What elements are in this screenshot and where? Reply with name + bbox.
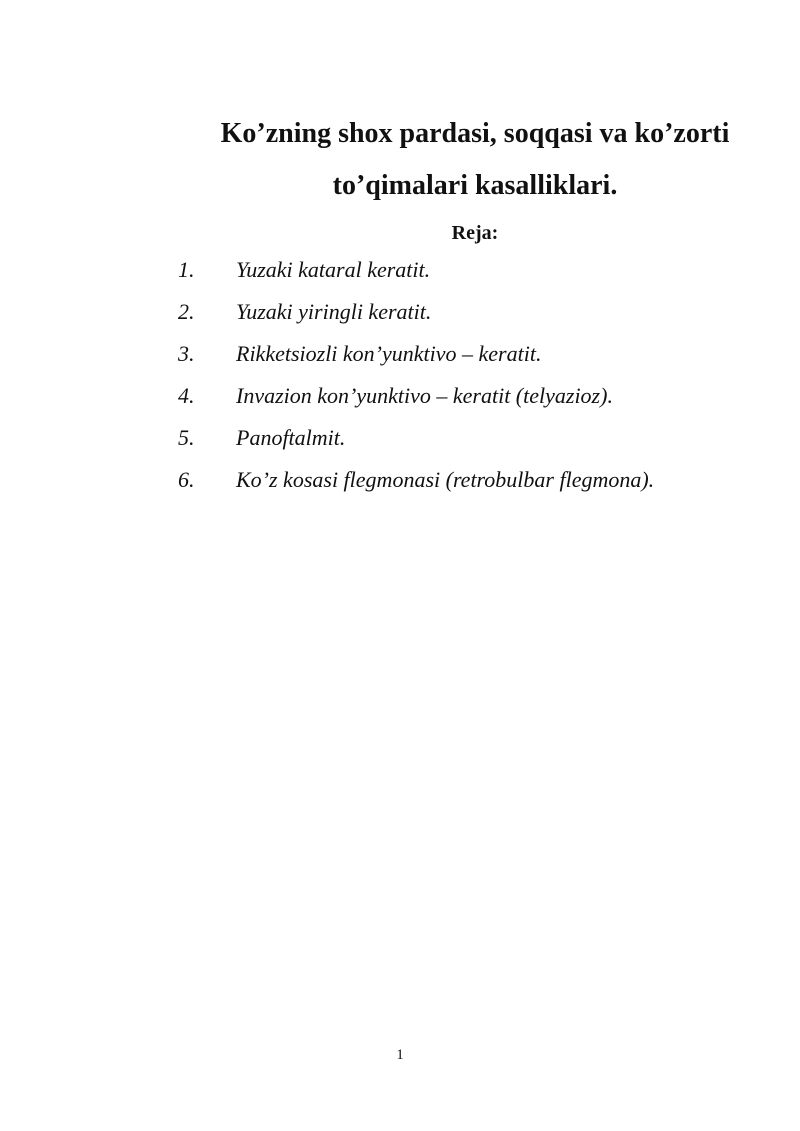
plan-item-text: Ko’z kosasi flegmonasi (retrobulbar flegmona). xyxy=(236,467,655,492)
page-number: 1 xyxy=(396,1047,404,1063)
plan-item-text: Panoftalmit. xyxy=(236,425,346,450)
plan-list xyxy=(0,256,800,508)
plan-item-number: 3. xyxy=(178,341,195,366)
plan-item xyxy=(0,382,800,424)
plan-item-number: 4. xyxy=(178,383,195,408)
plan-item-text: Yuzaki kataral keratit. xyxy=(236,257,431,282)
plan-item xyxy=(0,340,800,382)
plan-item-text: Yuzaki yiringli keratit. xyxy=(236,299,432,324)
plan-item-number: 2. xyxy=(178,299,195,324)
plan-heading: Reja: xyxy=(451,222,499,244)
plan-item-number: 1. xyxy=(178,257,195,282)
plan-item-text: Invazion kon’yunktivo – keratit (telyazioz). xyxy=(236,383,613,408)
plan-item xyxy=(0,424,800,466)
plan-item xyxy=(0,466,800,508)
document-title-line-2: to’qimalari kasalliklari. xyxy=(332,170,618,201)
document-title-line-1: Ko’zning shox pardasi, soqqasi va ko’zorti xyxy=(220,118,730,149)
plan-item-number: 5. xyxy=(178,425,195,450)
plan-item-text: Rikketsiozli kon’yunktivo – keratit. xyxy=(236,341,542,366)
plan-item-number: 6. xyxy=(178,467,195,492)
plan-item xyxy=(0,298,800,340)
plan-item xyxy=(0,256,800,298)
